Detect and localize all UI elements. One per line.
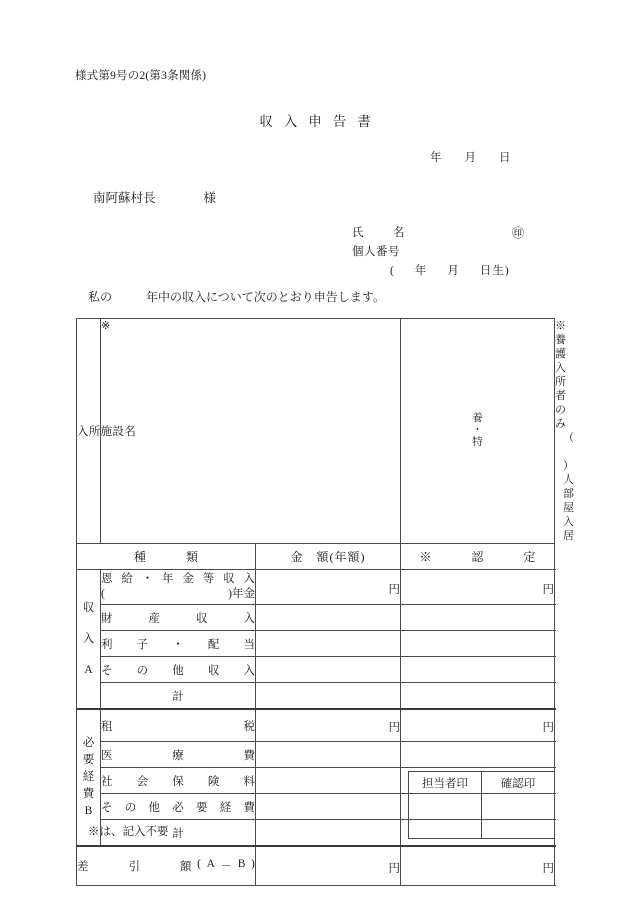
page-title: 収入申告書 bbox=[259, 114, 382, 129]
table-row bbox=[77, 605, 555, 631]
medical-name: 医 療 費 bbox=[101, 749, 255, 762]
birth-year-label: 年 bbox=[414, 265, 428, 277]
date-line bbox=[430, 149, 512, 165]
table-row bbox=[77, 742, 555, 768]
statement-suffix: 年中の収入について次のとおり申告します。 bbox=[146, 290, 385, 304]
facility-type-yo: 養 bbox=[472, 413, 483, 424]
income-amount-other[interactable] bbox=[256, 657, 401, 683]
seal-boxes-table bbox=[408, 771, 555, 839]
table-row bbox=[77, 657, 555, 683]
date-day-label: 日 bbox=[499, 152, 512, 164]
expenses-label-char-5: B bbox=[84, 805, 93, 817]
income-label-char-1: 収 bbox=[82, 601, 95, 614]
column-header-amount: 金 額(年額) bbox=[256, 544, 401, 570]
insurance-name: 社 会 保 険 料 bbox=[101, 775, 255, 788]
income-label-char-3: A bbox=[84, 663, 93, 676]
expense-row-label-medical bbox=[101, 742, 256, 768]
expenses-label-char-3: 経 bbox=[82, 771, 95, 783]
pension-open-paren: ( bbox=[101, 588, 105, 600]
income-amount-pension[interactable] bbox=[256, 570, 401, 605]
facility-type-toku: 特 bbox=[472, 437, 483, 448]
income-label-char-2: 入 bbox=[82, 632, 95, 645]
column-header-assessment: ※ 認 定 bbox=[401, 544, 555, 570]
expenses-label-char-2: 要 bbox=[82, 754, 95, 766]
expense-amount-total[interactable] bbox=[256, 820, 401, 847]
nursing-open-paren: （ bbox=[563, 432, 574, 444]
difference-assessment[interactable] bbox=[401, 846, 555, 886]
footnote: ※は、記入不要 bbox=[88, 826, 169, 838]
interest-name: 利 子 ・ 配 当 bbox=[101, 638, 255, 651]
income-amount-interest[interactable] bbox=[256, 631, 401, 657]
income-row-label-pension bbox=[101, 570, 256, 605]
income-row-label-property bbox=[101, 605, 256, 631]
expense-assessment-medical[interactable] bbox=[401, 742, 555, 768]
difference-row bbox=[77, 846, 555, 886]
facility-value-cell[interactable] bbox=[101, 319, 401, 544]
expense-amount-medical[interactable] bbox=[256, 742, 401, 768]
income-amount-property[interactable] bbox=[256, 605, 401, 631]
expense-amount-tax[interactable] bbox=[256, 709, 401, 742]
yen-unit: 円 bbox=[388, 722, 400, 734]
income-section-label bbox=[77, 570, 101, 710]
property-name: 財 産 収 入 bbox=[101, 612, 255, 625]
expense-row-label-tax bbox=[101, 709, 256, 742]
confirm-seal-box[interactable] bbox=[482, 794, 555, 839]
expense-amount-other[interactable] bbox=[256, 794, 401, 820]
income-row-label-total: 計 bbox=[101, 683, 256, 710]
pension-subtype bbox=[101, 587, 255, 602]
income-assessment-total[interactable] bbox=[401, 683, 555, 710]
column-header-type: 種 類 bbox=[77, 544, 256, 570]
seal-header-row bbox=[409, 772, 555, 794]
income-row-label-other bbox=[101, 657, 256, 683]
expense-row-label-other bbox=[101, 794, 256, 820]
income-assessment-other[interactable] bbox=[401, 657, 555, 683]
facility-type-dot: ・ bbox=[472, 425, 483, 436]
name-label: 氏 名 bbox=[352, 227, 414, 239]
pension-name: 恩 給 ・ 年 金 等 収 入 bbox=[101, 573, 255, 585]
seal-icon: ㊞ bbox=[512, 226, 525, 240]
declaration-statement bbox=[88, 288, 385, 305]
addressee bbox=[93, 188, 216, 206]
addressee-honorific: 様 bbox=[203, 191, 217, 205]
yen-unit: 円 bbox=[388, 862, 400, 875]
seal-value-row bbox=[409, 794, 555, 839]
mynumber-row bbox=[352, 243, 510, 262]
date-month-label: 月 bbox=[464, 152, 477, 164]
mynumber-label: 個人番号 bbox=[352, 246, 400, 258]
facility-row: 入所施設名 ※ 養 ・ 特 ※養護入所者のみ （）人部屋入居 bbox=[77, 320, 574, 542]
facility-type-cell[interactable] bbox=[401, 319, 555, 544]
name-row bbox=[352, 224, 525, 243]
nursing-close-label: ）人部屋入居 bbox=[563, 460, 574, 542]
income-amount-total[interactable] bbox=[256, 683, 401, 710]
facility-asterisk: ※ bbox=[101, 320, 111, 332]
expense-amount-insurance[interactable] bbox=[256, 768, 401, 794]
addressee-name: 南阿蘇村長 bbox=[93, 191, 156, 205]
yen-unit: 円 bbox=[542, 862, 554, 875]
nursing-room-line2 bbox=[555, 431, 574, 543]
yen-unit: 円 bbox=[542, 722, 554, 734]
statement-prefix: 私の bbox=[88, 290, 113, 304]
column-header-row bbox=[77, 544, 555, 570]
income-assessment-interest[interactable] bbox=[401, 631, 555, 657]
income-row-label-interest bbox=[101, 631, 256, 657]
birth-day-label: 日生) bbox=[479, 265, 510, 277]
birth-month-label: 月 bbox=[447, 265, 460, 277]
expense-row-label-total: 計 bbox=[101, 820, 256, 847]
expense-assessment-tax[interactable] bbox=[401, 709, 555, 742]
expenses-label-char-1: 必 bbox=[82, 737, 95, 749]
pension-close-label: )年金 bbox=[228, 588, 255, 600]
birth-open-paren: ( bbox=[390, 265, 395, 277]
yen-unit: 円 bbox=[388, 583, 400, 596]
date-year-label: 年 bbox=[430, 152, 443, 164]
difference-label bbox=[77, 846, 256, 886]
staff-seal-label: 担当者印 bbox=[409, 772, 482, 794]
form-number: 様式第9号の2(第3条関係) bbox=[75, 70, 207, 82]
difference-label-inner: 差 引 額 ( A － B ) bbox=[77, 858, 255, 873]
table-row bbox=[77, 709, 555, 742]
income-assessment-pension[interactable] bbox=[401, 570, 555, 605]
expense-row-label-insurance bbox=[101, 768, 256, 794]
difference-amount[interactable] bbox=[256, 846, 401, 886]
expenses-label-char-4: 費 bbox=[82, 788, 95, 800]
table-row bbox=[77, 631, 555, 657]
birthdate-row bbox=[352, 262, 510, 281]
facility-label: 入所施設名 bbox=[77, 319, 101, 544]
other-expense-name: そ の 他 必 要 経 費 bbox=[101, 801, 255, 814]
other-income-name: そ の 他 収 入 bbox=[101, 664, 255, 677]
table-row bbox=[77, 683, 555, 710]
income-assessment-property[interactable] bbox=[401, 605, 555, 631]
tax-name: 租 税 bbox=[101, 720, 255, 733]
table-row bbox=[77, 570, 555, 605]
yen-unit: 円 bbox=[542, 583, 554, 596]
signature-block bbox=[352, 224, 525, 281]
confirm-seal-label: 確認印 bbox=[482, 772, 555, 794]
staff-seal-box[interactable] bbox=[409, 794, 482, 839]
